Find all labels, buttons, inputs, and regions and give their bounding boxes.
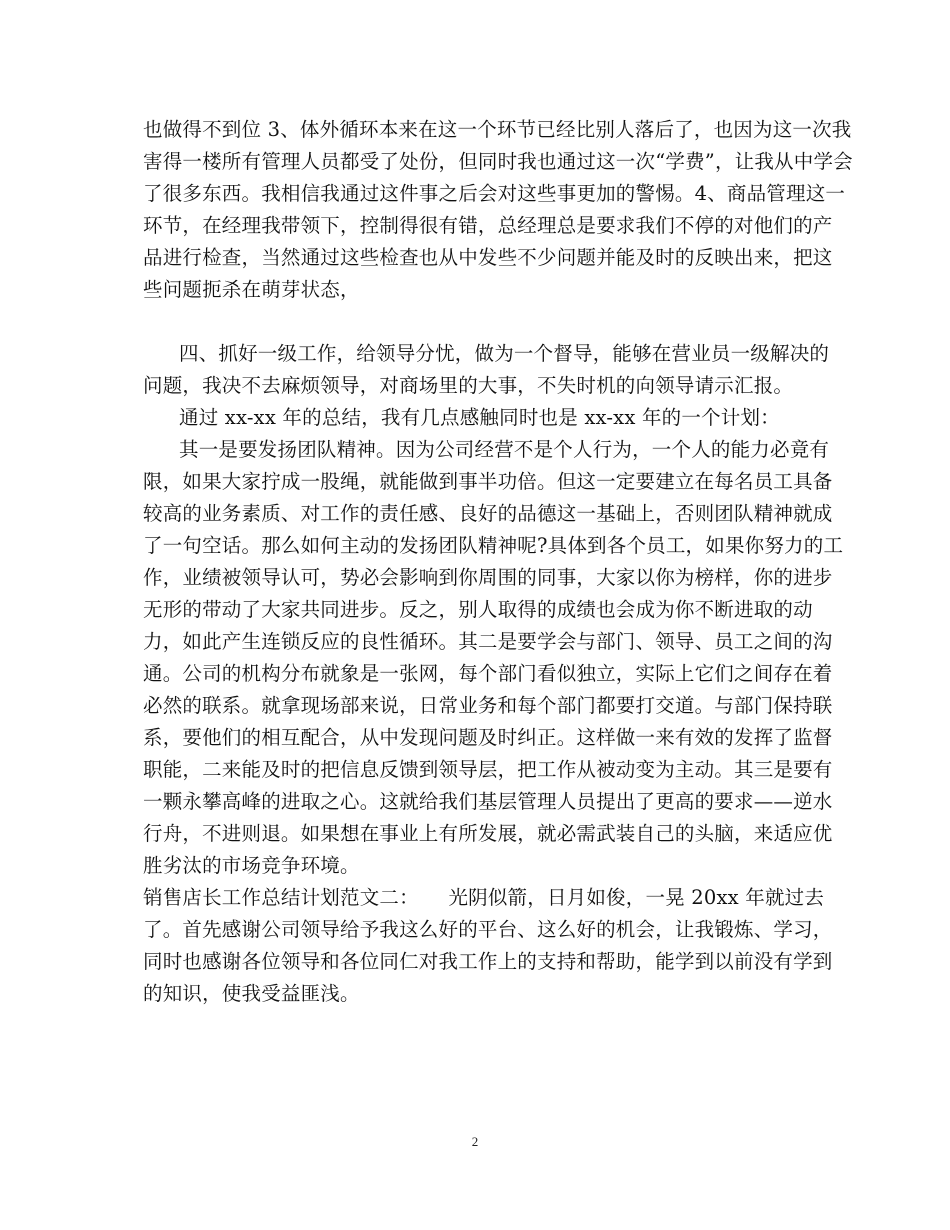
text-line: 同时也感谢各位领导和各位同仁对我工作上的支持和帮助，能学到以前没有学到 (143, 950, 833, 973)
text-line: 通过 xx-xx 年的总结，我有几点感触同时也是 xx-xx 年的一个计划： (179, 406, 780, 429)
text-line: 必然的联系。就拿现场部来说，日常业务和每个部门都要打交道。与部门保持联 (143, 694, 833, 717)
text-line: 职能，二来能及时的把信息反馈到领导层，把工作从被动变为主动。其三是要有 (143, 758, 833, 781)
text-line: 问题，我决不去麻烦领导，对商场里的大事，不失时机的向领导请示汇报。 (143, 374, 794, 397)
text-line: 较高的业务素质、对工作的责任感、良好的品德这一基础上，否则团队精神就成 (143, 502, 833, 525)
text-line: 作，业绩被领导认可，势必会影响到你周围的同事，大家以你为榜样，你的进步 (143, 566, 833, 589)
text-line: 限，如果大家拧成一股绳，就能做到事半功倍。但这一定要建立在每名员工具备 (143, 470, 833, 493)
text-line: 的知识，使我受益匪浅。 (143, 982, 360, 1005)
body-text (143, 114, 853, 1010)
text-line: 一颗永攀高峰的进取之心。这就给我们基层管理人员提出了更高的要求——逆水 (143, 790, 833, 813)
text-line: 品进行检查，当然通过这些检查也从中发些不少问题并能及时的反映出来，把这 (143, 246, 833, 269)
text-line: 胜劣汰的市场竞争环境。 (143, 854, 360, 877)
text-line: 行舟，不进则退。如果想在事业上有所发展，就必需武装自己的头脑，来适应优 (143, 822, 833, 845)
text-line: 也做得不到位 3、体外循环本来在这一个环节已经比别人落后了，也因为这一次我 (143, 118, 852, 141)
text-line: 力，如此产生连锁反应的良性循环。其二是要学会与部门、领导、员工之间的沟 (143, 630, 833, 653)
text-line: 系，要他们的相互配合，从中发现问题及时纠正。这样做一来有效的发挥了监督 (143, 726, 833, 749)
text-line: 了很多东西。我相信我通过这件事之后会对这些事更加的警惕。4、商品管理这一 (143, 182, 846, 205)
paragraph-gap (143, 306, 823, 338)
text-line: 销售店长工作总结计划范文二： 光阴似箭，日月如俊，一晃 20xx 年就过去 (143, 886, 825, 909)
text-line: 其一是要发扬团队精神。因为公司经营不是个人行为，一个人的能力必竟有 (179, 438, 830, 461)
text-line: 通。公司的机构分布就象是一张网，每个部门看似独立，实际上它们之间存在着 (143, 662, 833, 685)
text-line: 无形的带动了大家共同进步。反之，别人取得的成绩也会成为你不断进取的动 (143, 598, 813, 621)
text-line: 害得一楼所有管理人员都受了处份，但同时我也通过这一次“学费”，让我从中学会 (143, 150, 853, 173)
text-line: 了。首先感谢公司领导给予我这么好的平台、这么好的机会，让我锻炼、学习， (143, 918, 833, 941)
text-line: 些问题扼杀在萌芽状态， (143, 278, 360, 301)
page-number: 2 (471, 1134, 479, 1149)
text-line: 四、抓好一级工作，给领导分忧，做为一个督导，能够在营业员一级解决的 (179, 342, 830, 365)
text-line: 了一句空话。那么如何主动的发扬团队精神呢?具体到各个员工，如果你努力的工 (143, 534, 844, 557)
text-line: 环节，在经理我带领下，控制得很有错，总经理总是要求我们不停的对他们的产 (143, 214, 833, 237)
